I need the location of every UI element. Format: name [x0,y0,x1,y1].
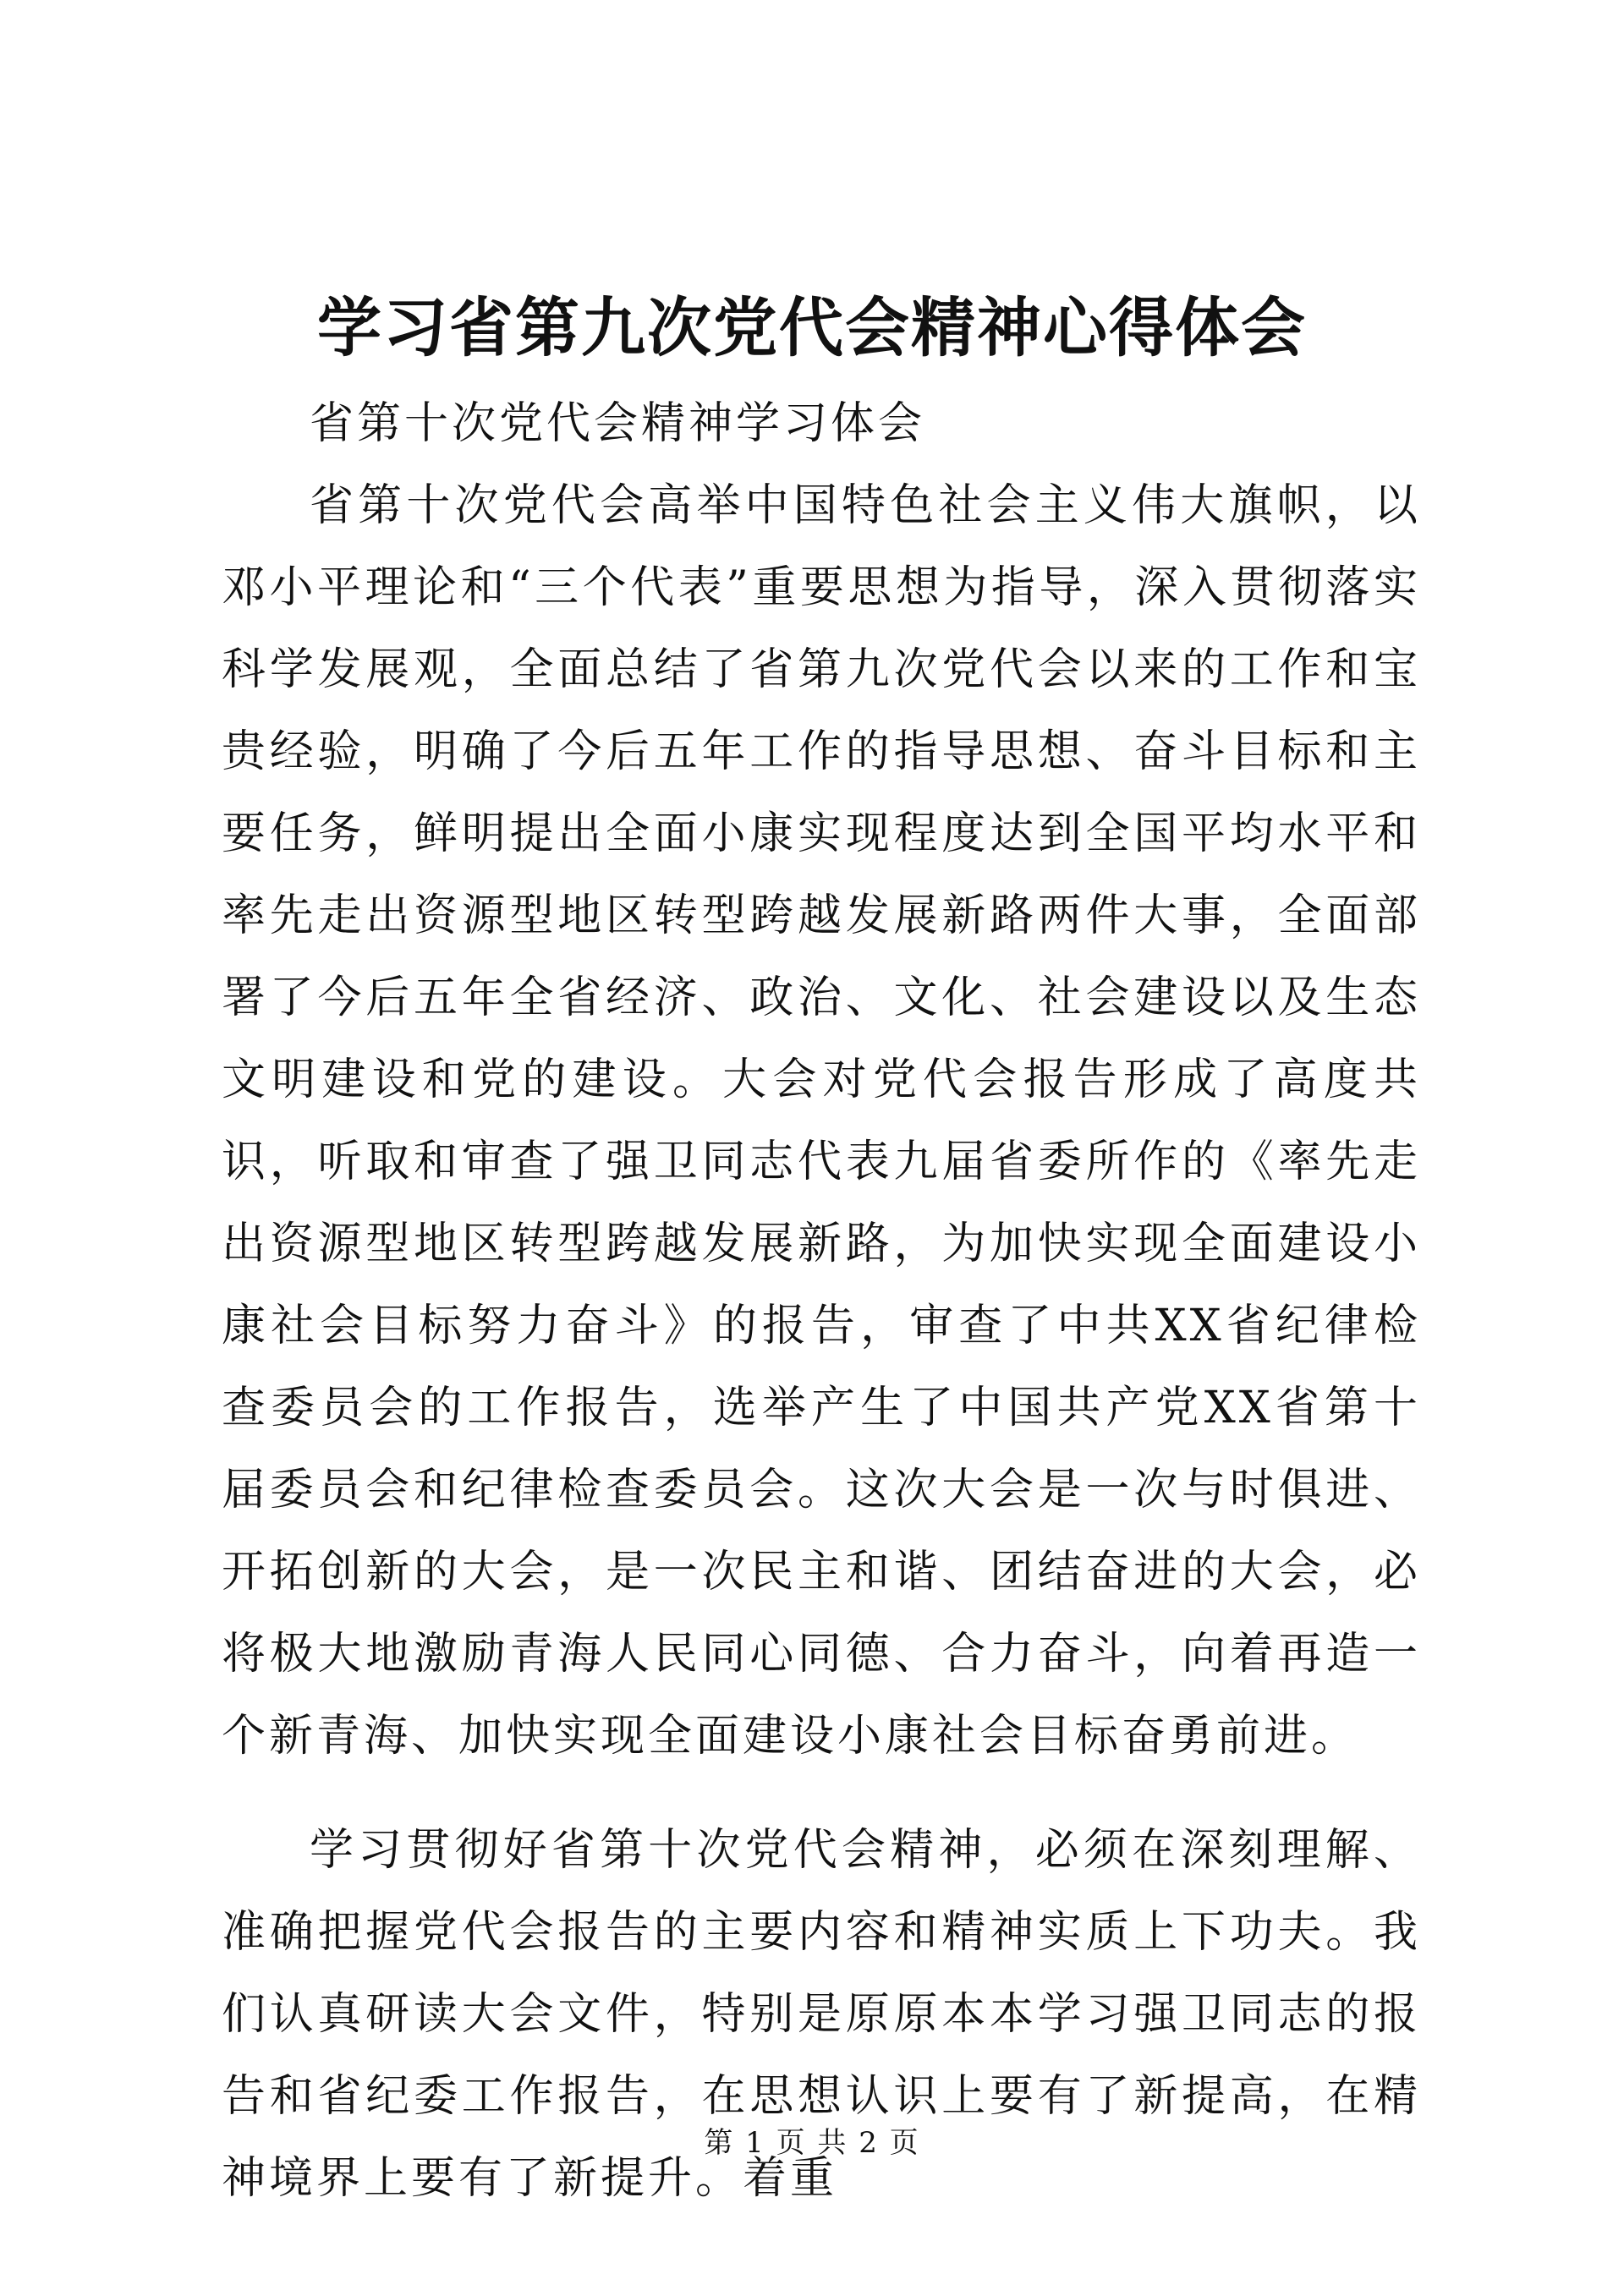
subtitle-paragraph: 省第十次党代会精神学习体会 [310,398,926,449]
document-body [222,383,1421,2220]
body-paragraph-2: 学习贯彻好省第十次党代会精神，必须在深刻理解、准确把握党代会报告的主要内容和精神实质上下功夫。我们认真研读大会文件，特别是原原本本学习强卫同志的报告和省纪委工作报告，在思想认识上要有了新提高，在精神境界上要有了新提升。着重 [222,1825,1421,2204]
document-title: 学习省第九次党代会精神心得体会 [317,290,1307,365]
page-footer: 第 1 页 共 2 页 [704,2126,920,2160]
body-paragraph-1: 省第十次党代会高举中国特色社会主义伟大旗帜，以邓小平理论和“三个代表”重要思想为指导，深入贯彻落实科学发展观，全面总结了省第九次党代会以来的工作和宝贵经验，明确了今后五年工作的指导思想、奋斗目标和主要任务，鲜明提出全面小康实现程度达到全国平均水平和率先走出资源型地区转型跨越发展新路两件大事，全面部署了今后五年全省经济、政治、文化、社会建设以及生态文明建设和党的建设。大会对党代会报告形成了高度共识，听取和审查了强卫同志代表九届省委所作的《率先走出资源型地区转型跨越发展新路，为加快实现全面建设小康社会目标努力奋斗》的报告，审查了中共XX省纪律检查委员会的工作报告，选举产生了中国共产党XX省第十届委员会和纪律检查委员会。这次大会是一次与时俱进、开拓创新的大会，是一次民主和谐、团结奋进的大会，必将极大地激励青海人民同心同德、合力奋斗，向着再造一个新青海、加快实现全面建设小康社会目标奋勇前进。 [222,480,1421,1762]
